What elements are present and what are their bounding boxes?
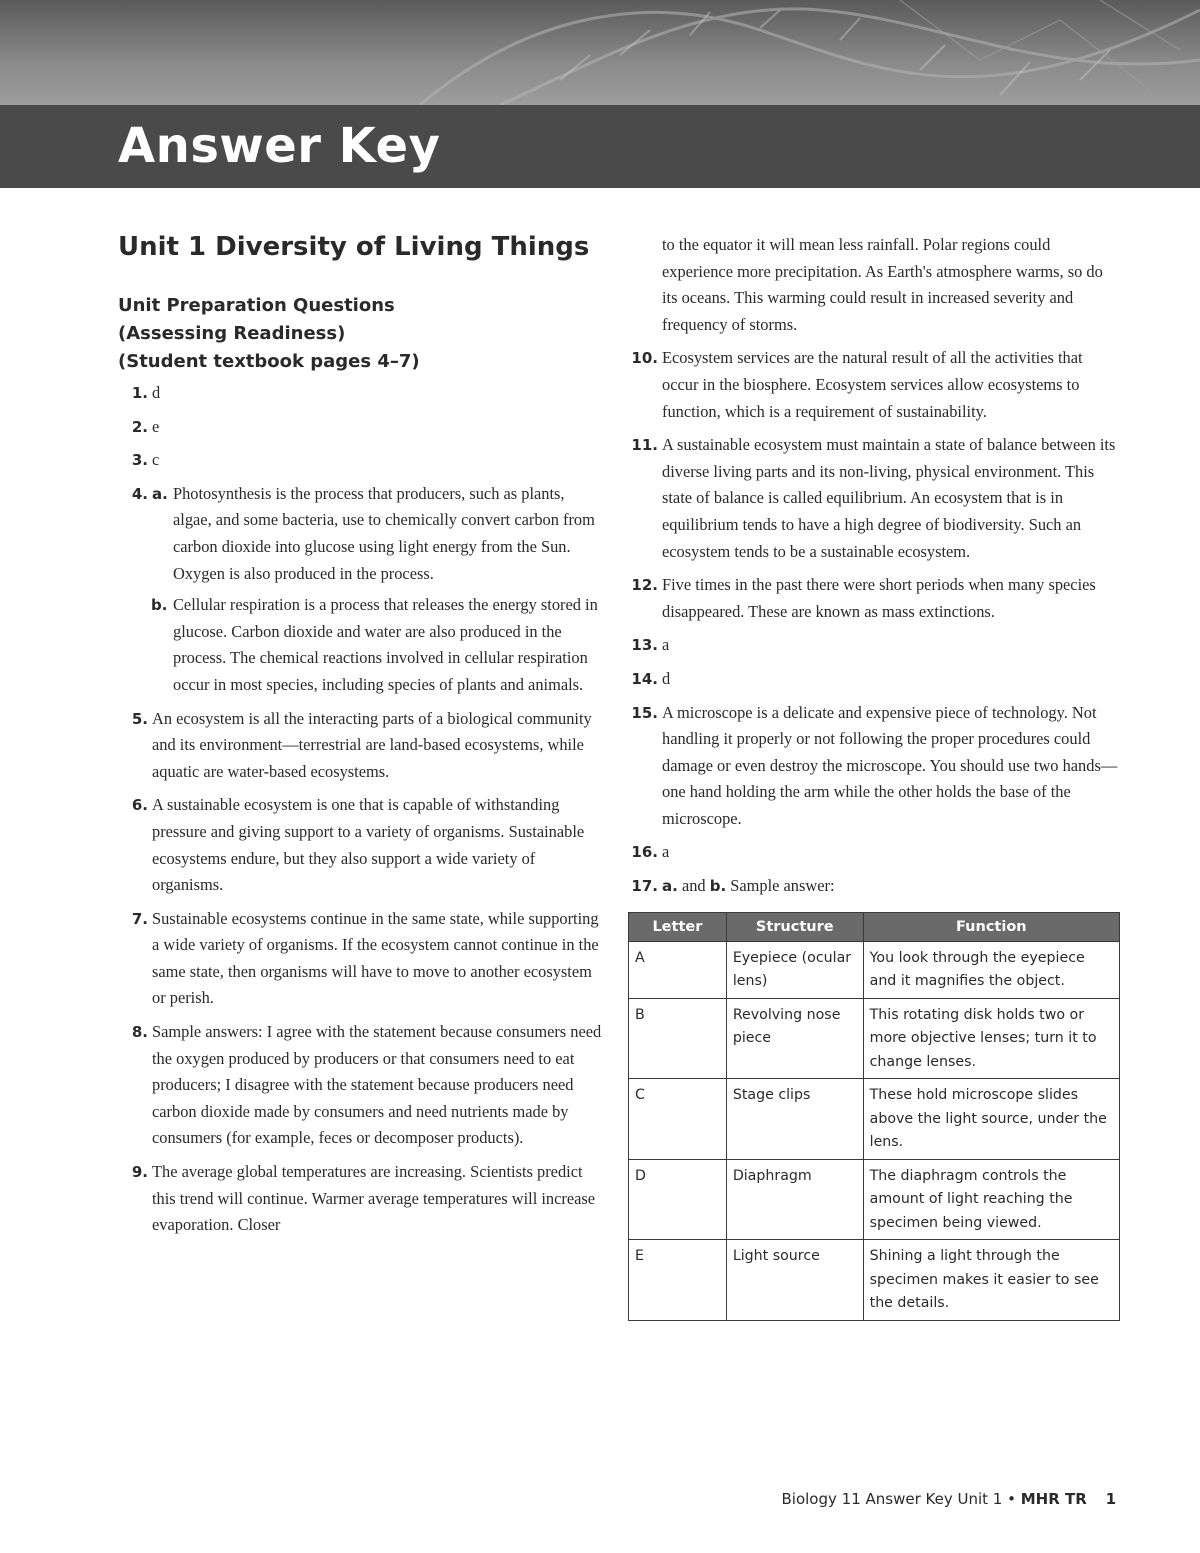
answer-text — [628, 873, 1120, 900]
page-number: 1 — [1105, 1490, 1116, 1508]
left-column — [118, 232, 606, 1246]
dna-helix-decoration — [0, 0, 1200, 105]
cell-structure: Stage clips — [726, 1079, 863, 1160]
answer-text: Five times in the past there were short periods when many species disappeared. These are known as mass extinctions. — [662, 575, 1096, 621]
answer-text: Sustainable ecosystems continue in the same state, while supporting a wide variety of organisms. If the ecosystem cannot continue in the same state, then organisms will have to move to another ecosystem or perish. — [152, 908, 599, 1008]
question-item — [628, 632, 1120, 659]
answer-continuation: to the equator it will mean less rainfall. Polar regions could experience more precipitation. As Earth's atmosphere warms, so do its oceans. This warming could result in increased severity and frequency of storms. — [662, 235, 1103, 334]
sub-question-label: a. — [662, 877, 678, 896]
column-header-function: Function — [863, 912, 1119, 941]
cell-structure: Revolving nose piece — [726, 998, 863, 1079]
column-header-letter: Letter — [629, 912, 727, 941]
header-banner-graphic — [0, 0, 1200, 105]
question-item — [118, 706, 606, 786]
microscope-parts-table — [628, 912, 1120, 1321]
answer-text: A microscope is a delicate and expensive piece of technology. Not handling it properly or not following the proper procedures could damage or even destroy the microscope. You should use two hands—one hand holding the arm while the other holds the base of the microscope. — [662, 702, 1118, 828]
cell-function: These hold microscope slides above the light source, under the lens. — [863, 1079, 1119, 1160]
answer-text: A sustainable ecosystem is one that is capable of withstanding pressure and giving support to a variety of organisms. Sustainable ecosystems endure, but they also support a wide variety of organisms. — [152, 795, 585, 895]
answer-text: a — [662, 842, 670, 862]
cell-function: This rotating disk holds two or more objective lenses; turn it to change lenses. — [863, 998, 1119, 1079]
question-item — [628, 700, 1120, 833]
question-item — [628, 432, 1120, 565]
cell-function: The diaphragm controls the amount of light reaching the specimen being viewed. — [863, 1159, 1119, 1240]
conjunction-text: and — [681, 876, 706, 896]
section-heading-line: Unit Preparation Questions — [118, 295, 395, 316]
table-row — [629, 1079, 1120, 1160]
question-number: 9. — [131, 1163, 148, 1182]
question-number: 1. — [131, 384, 148, 402]
question-number: 12. — [631, 576, 658, 595]
question-number: 5. — [131, 709, 148, 728]
question-number: 17. — [631, 877, 658, 896]
table-row — [629, 1159, 1120, 1240]
question-item — [628, 839, 1120, 866]
sub-question-label: b. — [709, 877, 727, 896]
section-heading-line: (Student textbook pages 4–7) — [118, 351, 420, 372]
cell-letter: A — [629, 941, 727, 998]
column-header-structure: Structure — [726, 912, 863, 941]
page-title: Answer Key — [118, 118, 441, 174]
cell-function: You look through the eyepiece and it magnifies the object. — [863, 941, 1119, 998]
cell-letter: D — [629, 1159, 727, 1240]
question-number: 16. — [631, 843, 658, 862]
cell-letter: E — [629, 1240, 727, 1321]
cell-function: Shining a light through the specimen makes it easier to see the details. — [863, 1240, 1119, 1321]
table-row — [629, 998, 1120, 1079]
sub-question-label: a. — [152, 484, 168, 503]
sub-question-item — [118, 592, 606, 698]
answer-text: A sustainable ecosystem must maintain a state of balance between its diverse living parts and its non-living, physical environment. This state of balance is called equilibrium. An ecosystem that is in equilibrium tends to have a high degree of biodiversity. Such an ecosystem tends to be a sustainable ecosystem. — [662, 435, 1116, 561]
question-item — [118, 1159, 606, 1239]
section-heading — [118, 292, 606, 376]
question-item — [118, 792, 606, 898]
answer-text: d — [152, 383, 161, 402]
question-number: 2. — [131, 417, 148, 436]
answer-text: Photosynthesis is the process that producers, such as plants, algae, and some bacteria, use to chemically convert carbon from carbon dioxide into glucose using light energy from the Sun. Oxygen is also produced in the process. — [173, 483, 595, 583]
answer-text: Cellular respiration is a process that releases the energy stored in glucose. Carbon dioxide and water are also produced in the process. The chemical reactions involved in cellular respiration occur in most species, including species of plants and animals. — [173, 595, 598, 694]
question-number: 14. — [631, 669, 658, 688]
question-number: 10. — [631, 349, 658, 368]
question-number: 3. — [131, 451, 148, 470]
answer-text: e — [152, 416, 160, 436]
table-header-row — [629, 912, 1120, 941]
question-item — [118, 447, 606, 474]
question-item — [628, 873, 1120, 900]
answer-text: a — [662, 635, 670, 655]
unit-title: Unit 1 Diversity of Living Things — [118, 232, 590, 262]
cell-letter: B — [629, 998, 727, 1079]
question-number: 11. — [631, 436, 658, 455]
sub-question-label: b. — [151, 596, 168, 615]
question-item — [628, 345, 1120, 425]
question-item — [628, 666, 1120, 693]
question-item — [118, 906, 606, 1012]
question-number: 7. — [131, 909, 148, 928]
cell-structure: Diaphragm — [726, 1159, 863, 1240]
question-item — [118, 380, 606, 407]
question-item — [118, 481, 606, 587]
question-number: 6. — [131, 796, 148, 815]
section-heading-line: (Assessing Readiness) — [118, 323, 346, 344]
question-item — [118, 1019, 606, 1152]
question-number: 4. — [131, 484, 148, 503]
answer-text: The average global temperatures are increasing. Scientists predict this trend will continue. Warmer average temperatures will increase evaporation. Closer — [152, 1162, 596, 1235]
question-number: 15. — [631, 703, 658, 722]
right-column — [628, 232, 1120, 1321]
footer-text: Biology 11 Answer Key Unit 1 • — [781, 1490, 1016, 1508]
question-number: 8. — [131, 1023, 148, 1042]
page-footer — [782, 1490, 1117, 1508]
table-row — [629, 1240, 1120, 1321]
answer-text: c — [152, 450, 160, 470]
answer-text: Ecosystem services are the natural result of all the activities that occur in the biosphere. Ecosystem services allow ecosystems to function, which is a requirement of sustainability. — [662, 348, 1083, 421]
answer-text: Sample answers: I agree with the statement because consumers need the oxygen produced by producers or that consumers need to eat producers; I disagree with the statement because producers need carbon dioxide made by consumers and need nutrients made by consumers (for example, feces or decomposer products). — [152, 1022, 602, 1148]
question-item — [628, 572, 1120, 625]
answer-intro: Sample answer: — [730, 876, 835, 896]
answer-text: An ecosystem is all the interacting parts of a biological community and its environment—terrestrial are land-based ecosystems, while aquatic are water-based ecosystems. — [152, 708, 592, 781]
table-row — [629, 941, 1120, 998]
question-item — [118, 414, 606, 441]
answer-text: d — [662, 668, 671, 688]
cell-structure: Light source — [726, 1240, 863, 1321]
cell-letter: C — [629, 1079, 727, 1160]
question-number: 13. — [631, 636, 658, 655]
footer-brand: MHR TR — [1020, 1490, 1087, 1508]
cell-structure: Eyepiece (ocular lens) — [726, 941, 863, 998]
